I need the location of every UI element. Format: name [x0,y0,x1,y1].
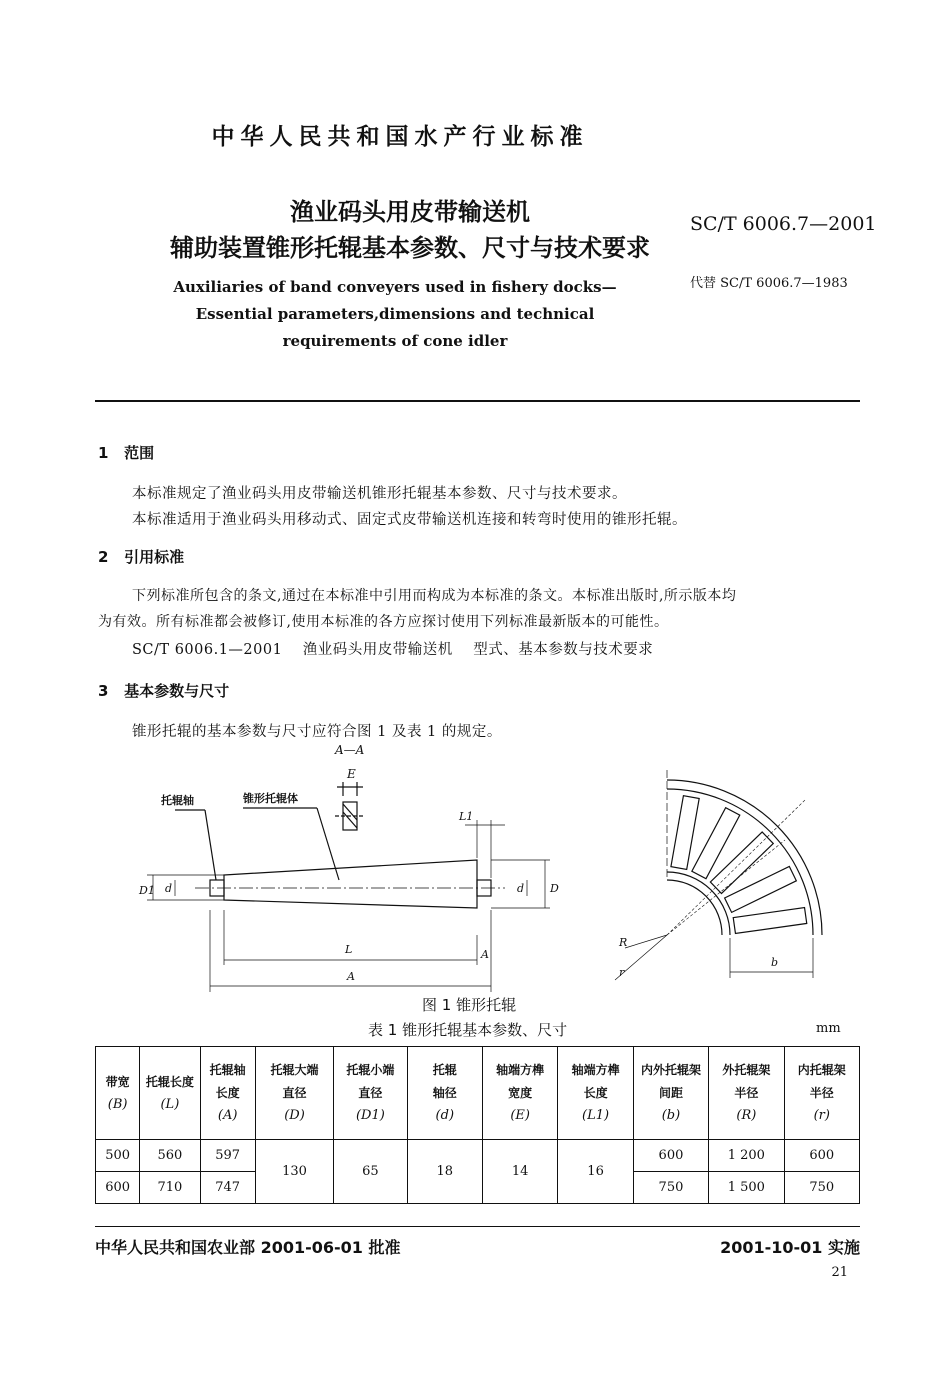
english-title-line-2: Essential parameters,dimensions and technical [195,305,595,323]
cell-D1-shared: 65 [334,1140,407,1204]
implementation-date: 2001-10-01 实施 [720,1238,860,1257]
label-cone-body: 锥形托辊体 [243,792,298,805]
col-header-shaft-length: 托辊轴 长度 (A) [200,1047,255,1140]
section-1-para-2: 本标准适用于渔业码头用移动式、固定式皮带输送机连接和转弯时使用的锥形托辊。 [132,512,687,528]
label-D: D [550,882,559,895]
label-A: A [347,970,355,983]
section-2-para-1: 下列标准所包含的条文,通过在本标准中引用而构成为本标准的条文。本标准出版时,所示版本均 [132,588,737,604]
label-b: b [771,956,779,969]
title-line-2: 辅助装置锥形托辊基本参数、尺寸与技术要求 [170,234,650,262]
label-shaft: 托辊轴 [161,794,194,807]
cell-A: 597 [200,1140,255,1172]
figure-caption: 图 1 锥形托辊 [422,996,517,1014]
col-header-belt-width: 带宽 (B) [96,1047,140,1140]
table-header-row [96,1047,860,1140]
col-header-inner-radius: 内托辊架 半径 (r) [784,1047,859,1140]
cell-B: 600 [96,1172,140,1204]
col-header-tenon-length: 轴端方榫 长度 (L1) [558,1047,633,1140]
title-line-1: 渔业码头用皮带输送机 [290,198,530,226]
table-caption: 表 1 锥形托辊基本参数、尺寸 [368,1021,568,1039]
col-header-shaft-diameter: 托辊 轴径 (d) [407,1047,482,1140]
cell-b: 750 [633,1172,708,1204]
standard-code: SC/T 6006.7—2001 [690,213,877,235]
section-2-heading [98,546,184,567]
section-3-para-1: 锥形托辊的基本参数与尺寸应符合图 1 及表 1 的规定。 [132,724,502,740]
cell-b: 600 [633,1140,708,1172]
section-2-title: 引用标准 [124,548,185,566]
col-header-small-diameter: 托辊小端 直径 (D1) [334,1047,407,1140]
parameter-table [95,1046,860,1204]
cone-roller-body [224,860,477,908]
col-header-roller-length: 托辊长度 (L) [140,1047,200,1140]
english-title-line-1: Auxiliaries of band conveyers used in fishery docks— [173,278,617,296]
col-header-outer-radius: 外托辊架 半径 (R) [709,1047,784,1140]
section-1-heading [98,442,154,463]
label-R: R [619,936,628,949]
label-r: r [619,966,625,979]
section-3-title: 基本参数与尺寸 [124,682,230,700]
referenced-standard: SC/T 6006.1—2001 渔业码头用皮带输送机 型式、基本参数与技术要求 [132,642,654,658]
cell-R: 1 500 [709,1172,784,1204]
cell-L: 710 [140,1172,200,1204]
cell-r: 750 [784,1172,859,1204]
section-1-title: 范围 [124,444,155,462]
cell-E-shared: 14 [482,1140,557,1204]
section-3-number: 3 [98,682,109,700]
col-header-frame-spacing: 内外托辊架 间距 (b) [633,1047,708,1140]
label-L1: L1 [459,810,474,823]
col-header-tenon-width: 轴端方榫 宽度 (E) [482,1047,557,1140]
section-2-number: 2 [98,548,109,566]
label-L: L [345,943,353,956]
cell-B: 500 [96,1140,140,1172]
replaces-standard: 代替 SC/T 6006.7—1983 [690,276,848,291]
header-rule [95,400,860,402]
cell-D-shared: 130 [255,1140,333,1204]
label-E: E [347,767,356,781]
cell-A: 747 [200,1172,255,1204]
cell-R: 1 200 [709,1140,784,1172]
approval-line: 中华人民共和国农业部 2001-06-01 批准 [95,1238,401,1257]
section-3-heading [98,680,229,701]
roller-frame-arc [667,770,822,935]
footer-rule [95,1226,860,1227]
label-d-right: d [517,882,525,895]
section-1-number: 1 [98,444,109,462]
section-2-para-2: 为有效。所有标准都会被修订,使用本标准的各方应探讨使用下列标准最新版本的可能性。 [98,614,669,630]
label-d-left: d [165,882,173,895]
label-A-small: A [481,948,489,961]
cell-r: 600 [784,1140,859,1172]
col-header-large-diameter: 托辊大端 直径 (D) [255,1047,333,1140]
section-1-para-1: 本标准规定了渔业码头用皮带输送机锥形托辊基本参数、尺寸与技术要求。 [132,486,627,502]
issuing-organization: 中华人民共和国水产行业标准 [211,124,589,150]
cell-L: 560 [140,1140,200,1172]
table-unit: mm [816,1021,841,1036]
table-row [96,1140,860,1172]
cell-L1-shared: 16 [558,1140,633,1204]
label-D1: D1 [139,884,155,897]
figure-cone-idler [95,740,860,1000]
page-number: 21 [831,1265,848,1280]
cell-d-shared: 18 [407,1140,482,1204]
english-title-line-3: requirements of cone idler [282,332,508,350]
label-section-aa: A—A [335,743,365,757]
